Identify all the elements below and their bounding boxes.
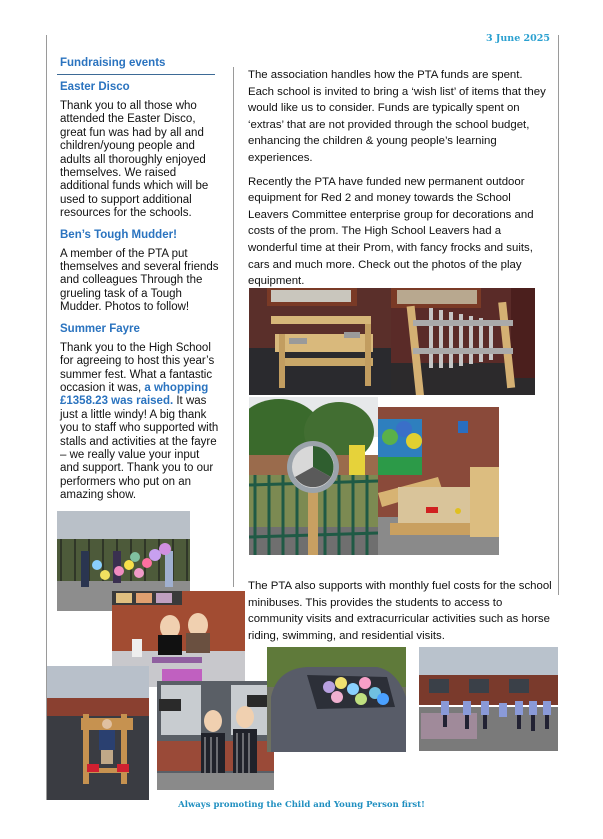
event-title-summer-fayre: Summer Fayre xyxy=(60,322,140,335)
funds-paragraph: The association handles how the PTA funds are spent. Each school is invited to bring a ‘wish list’ of items that they would like us to consider. Funds are typically spent on ‘extras’ that are not provided through the school budget, enhancing the children & young people’s learning experiences. xyxy=(248,69,546,164)
photo-sandpit xyxy=(378,407,499,555)
right-border-line xyxy=(558,35,559,595)
issue-date: 3 June 2025 xyxy=(485,33,550,44)
minibus-paragraph-wrap xyxy=(248,578,558,651)
section-title: Fundraising events xyxy=(60,57,166,69)
minibus-paragraph: The PTA also supports with monthly fuel costs for the school minibuses. This provides the students to access to community visits and extracurricular activities such as horse riding, swimming, and residential visits. xyxy=(248,580,552,642)
photo-mud-kitchen xyxy=(249,288,391,395)
photo-stocks xyxy=(47,666,149,800)
amount-raised-highlight: a whopping £1358.23 was raised. xyxy=(60,381,209,408)
event-body-summer-fayre xyxy=(60,342,220,503)
photo-group-playground xyxy=(419,647,558,751)
pta-funds-column xyxy=(248,67,548,297)
footer-tagline: Always promoting the Child and Young Person first! xyxy=(178,800,425,810)
event-title-tough-mudder: Ben’s Tough Mudder! xyxy=(60,228,177,241)
fundraising-column xyxy=(60,57,220,511)
photo-sensory-wheel xyxy=(249,397,378,555)
summer-fayre-text-1: Thank you to the High School for agreeing to host this year’s summer fest. What a fantastic occasion it was, xyxy=(60,341,215,394)
event-body-easter-disco: Thank you to all those who attended the Easter Disco, great fun was had by all and children/young people and adults all thoroughly enjoyed themselves. We raised additional funds which will be used to support additional resources for the schools. xyxy=(60,100,209,220)
summer-fayre-text-2: It was just a little windy! A big thank you to staff who supported with stalls and activities at the fayre – we really value your input and support. Thank you to our performers who put on an amazing show. xyxy=(60,395,219,502)
photo-xylophone xyxy=(391,288,535,395)
section-rule xyxy=(57,74,215,75)
event-title-easter-disco: Easter Disco xyxy=(60,81,130,93)
equipment-paragraph: Recently the PTA have funded new permanent outdoor equipment for Red 2 and money towards the School Leavers Committee enterprise group for decorations and costs of the prom. The High School Leavers had a wonderful time at their Prom, with fancy frocks and suits, cars and much more. Check out the photos of the play equipment. xyxy=(248,175,534,288)
column-divider-line xyxy=(233,67,234,587)
photo-balloon-car xyxy=(267,647,406,752)
event-body-tough-mudder: A member of the PTA put themselves and several friends and colleagues Through the grueling task of a Tough Mudder. Photos to follow! xyxy=(60,247,219,314)
photo-food-stall xyxy=(157,681,274,790)
